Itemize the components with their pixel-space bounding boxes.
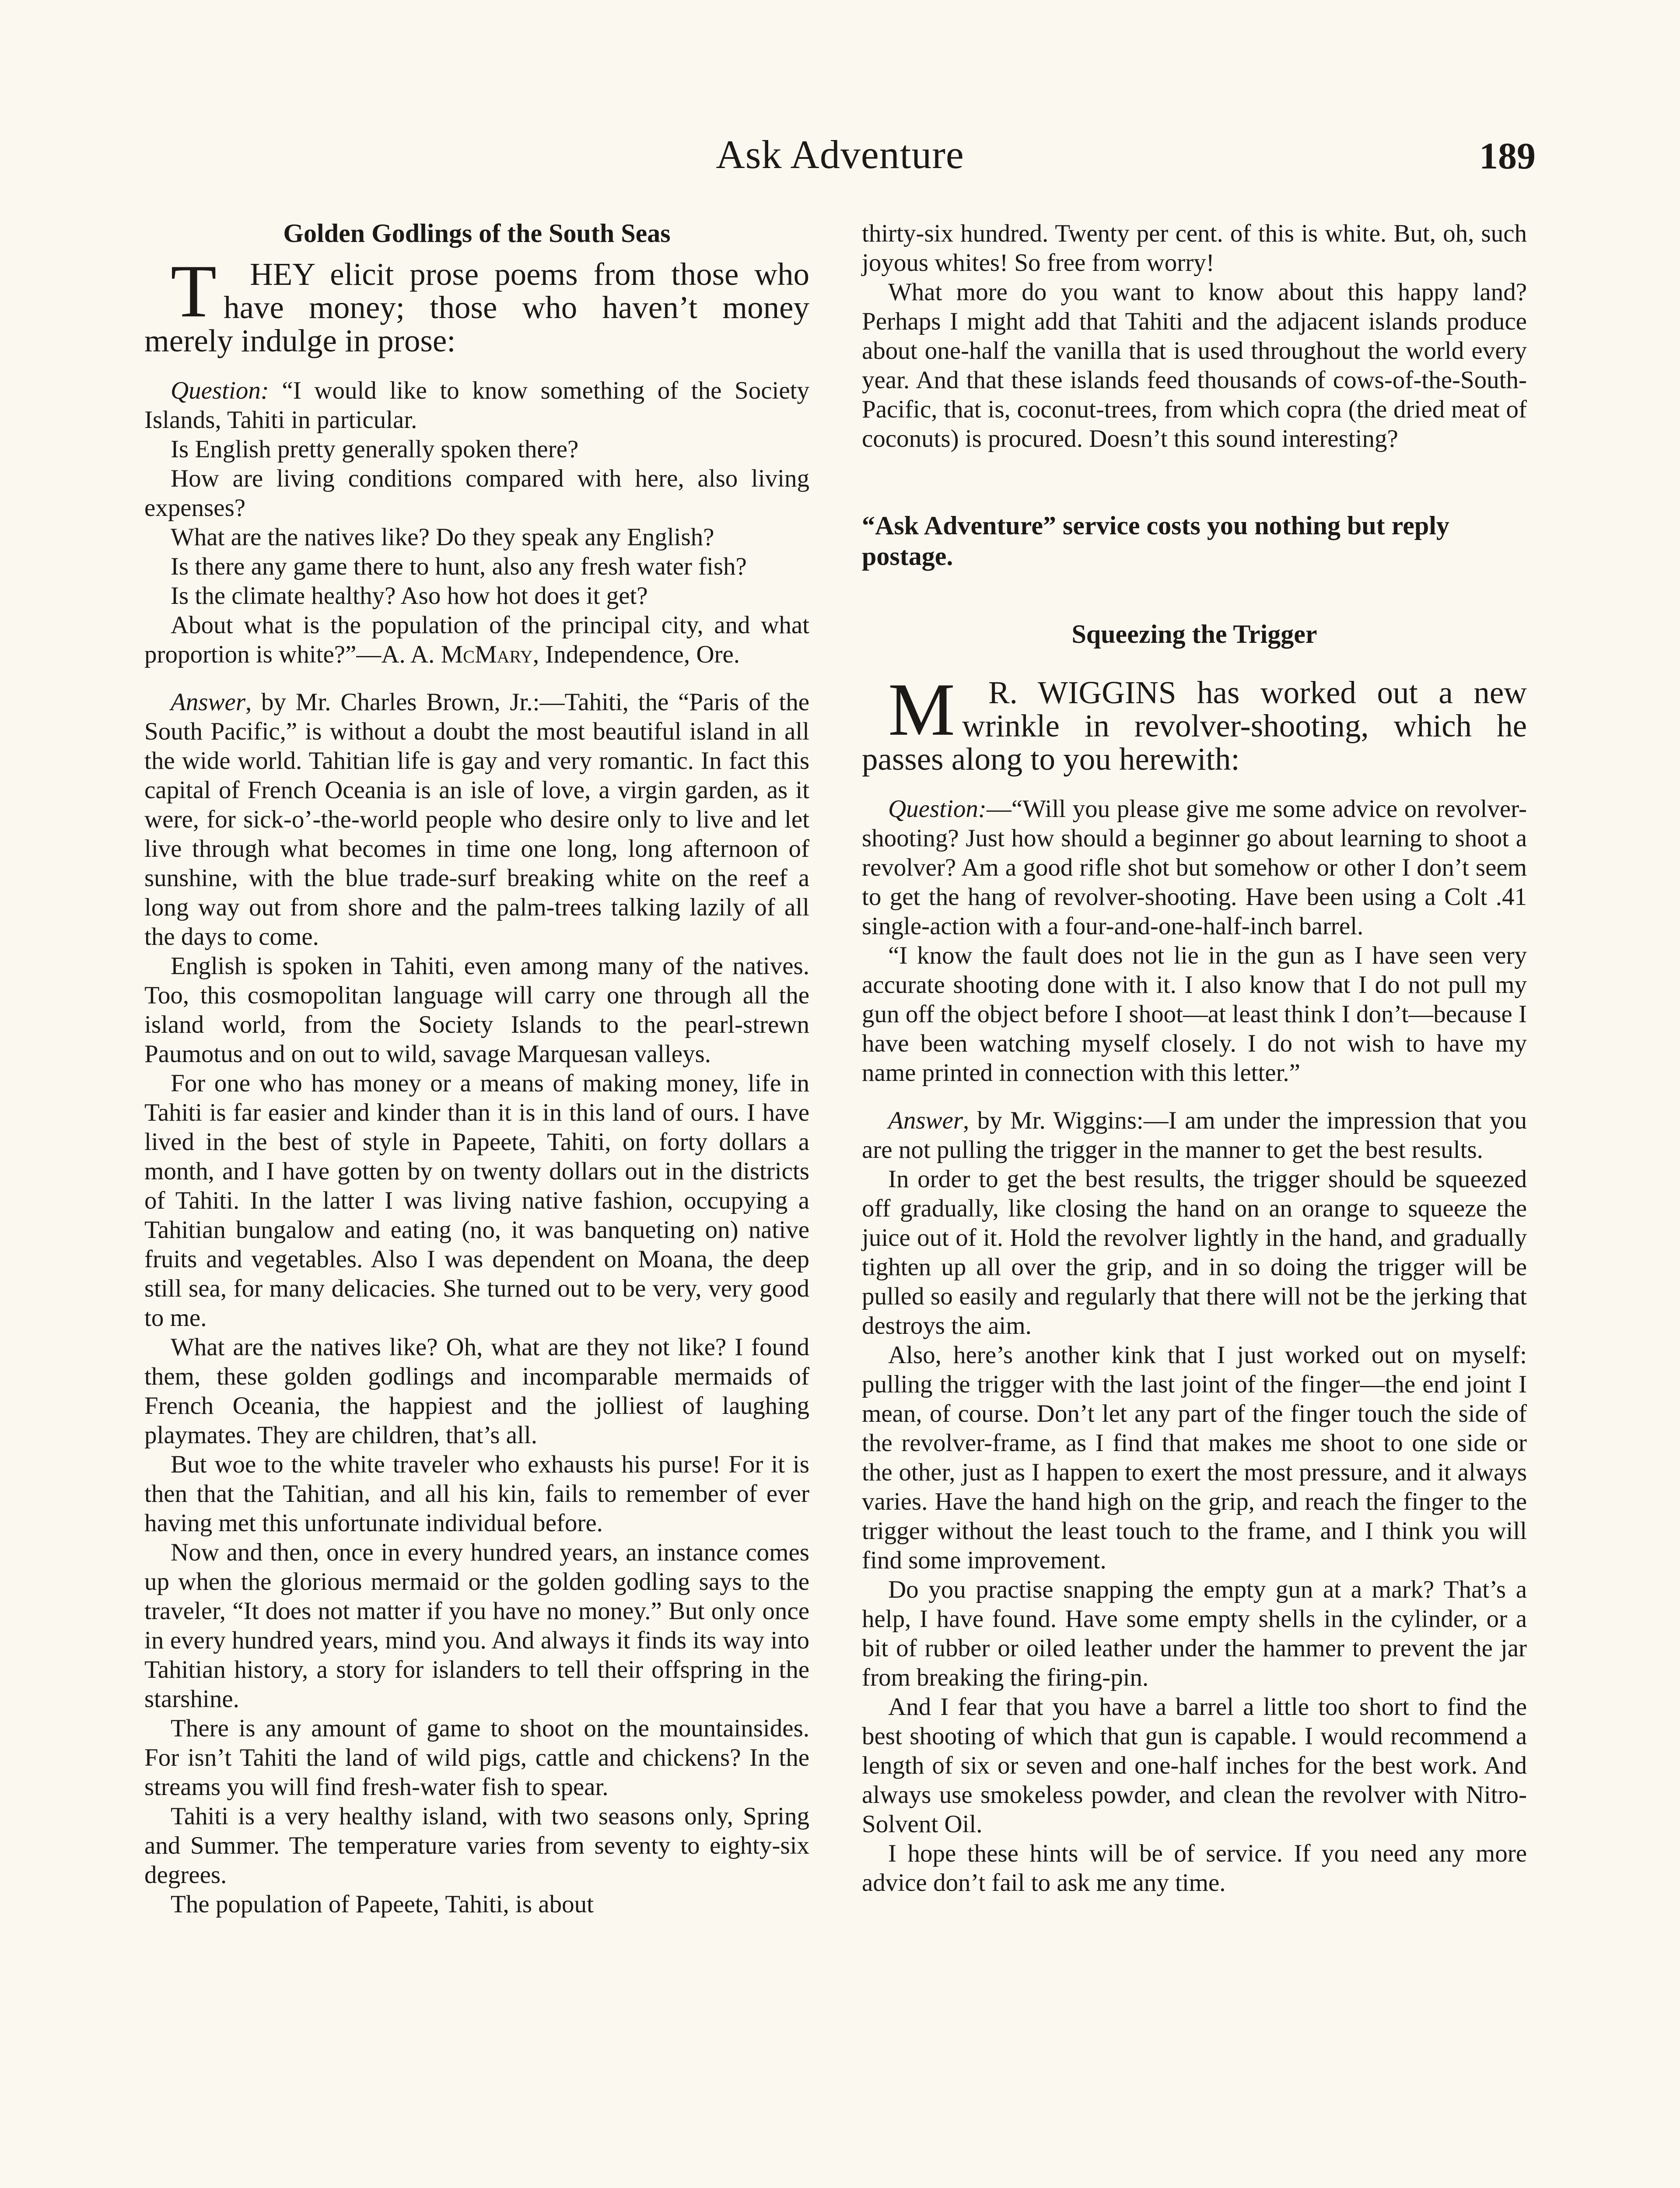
article-lede — [862, 668, 1527, 777]
question-line: Is there any game there to hunt, also any fresh water fish? — [171, 553, 747, 580]
body-paragraph: English is spoken in Tahiti, even among many of the natives. Too, this cosmopolitan language will carry one through all the island world, from the Society Islands to the pearl-strewn Paumotus and on out to wild, savage Marquesan valleys. — [144, 952, 809, 1068]
question-text: —“Will you please give me some advice on revolver-shooting? Just how should a beginner go about learning to shoot a revolver? Am a good rifle shot but somehow or other I don’t seem to get the hang of revolver-shooting. Have been using a Colt .41 single-action with a four-and-one-half-inch barrel. — [862, 795, 1527, 940]
running-head — [0, 123, 1680, 188]
question-line: Is English pretty generally spoken there? — [171, 435, 579, 463]
right-column — [862, 219, 1527, 1897]
answer-label: Answer — [888, 1107, 963, 1134]
page-number: 189 — [1479, 135, 1536, 177]
question-line — [144, 610, 809, 669]
continued-paragraph: What more do you want to know about this happy land? Perhaps I might add that Tahiti and the adjacent islands produce about one-half the vanilla that is used throughout the world every year. And that these islands feed thousands of cows-of-the-South-Pacific, that is, coconut-trees, from which copra (the dried meat of coconuts) is procured. Doesn’t this sound interesting? — [862, 278, 1527, 452]
question-line: How are living conditions compared with here, also living expenses? — [144, 465, 809, 522]
body-paragraph: In order to get the best results, the trigger should be squeezed off gradually, like closing the hand on an orange to squeeze the juice out of it. Hold the revolver lightly in the hand, and gradually tighten up all over the grip, and in so doing the trigger will be pulled so easily and regularly that there will not be the jerking that destroys the aim. — [862, 1165, 1527, 1339]
service-notice: “Ask Adventure” service costs you nothing but reply postage. — [862, 511, 1449, 571]
answer-text: , by Mr. Charles Brown, Jr.:—Tahiti, the “Paris of the South Pacific,” is without a doubt the most beautiful island in all the wide world. Tahitian life is gay and very romantic. In fact this capital of French Oceania is an isle of love, a virgin garden, as it were, for sick-o’-the-world people who desire only to live and let live through what becomes in time one long, long afternoon of sunshine, with the blue trade-surf breaking white on the reef a long way out from shore and the palm-trees talking lazily of all the days to come. — [144, 688, 809, 950]
body-paragraph: There is any amount of game to shoot on the mountainsides. For isn’t Tahiti the land of wild pigs, cattle and chickens? In the streams you will find fresh-water fish to spear. — [144, 1715, 809, 1801]
question-label: Question: — [171, 377, 269, 404]
answer-paragraph — [862, 1106, 1527, 1164]
body-paragraph: For one who has money or a means of making money, life in Tahiti is far easier and kinder than it is in this land of ours. I have lived in the best of style in Papeete, Tahiti, on forty dollars a month, and I have gotten by on twenty dollars out in the districts of Tahiti. In the latter I was living native fashion, occupying a Tahitian bungalow and eating (no, it was banqueting on) native fruits and vegetables. Also I was dependent on Moana, the deep still sea, for many delicacies. She turned out to be very, very good to me. — [144, 1069, 809, 1332]
body-paragraph: Also, here’s another kink that I just worked out on myself: pulling the trigger with the last joint of the finger—the end joint I mean, of course. Don’t let any part of the finger touch the side of the revolver-frame, as I find that makes me shoot to one side or the other, just as I happen to exert the most pressure, and it always varies. Have the hand high on the grip, and reach the finger to the trigger without the least touch to the frame, and I think you will find some improvement. — [862, 1341, 1527, 1574]
page-title: Ask Adventure — [716, 132, 964, 177]
question-last-text: About what is the population of the principal city, and what proportion is white?”—A. A. — [144, 611, 809, 668]
question-paragraph — [144, 376, 809, 435]
article-heading-golden-godlings: Golden Godlings of the South Seas — [283, 219, 671, 248]
body-paragraph: But woe to the white traveler who exhausts his purse! For it is then that the Tahitian, and all his kin, fails to remember of ever having met this unfortunate individual before. — [144, 1451, 809, 1537]
question-paragraph — [862, 794, 1527, 941]
answer-paragraph — [144, 687, 809, 951]
lede-text: HEY elicit prose poems from those who have money; those who haven’t money merely indulge in prose: — [144, 256, 809, 358]
lede-text: R. WIGGINS has worked out a new wrinkle in revolver-shooting, which he passes along to you herewith: — [862, 675, 1527, 777]
question-label: Question: — [888, 795, 987, 823]
answer-text: , by Mr. Wiggins:—I am under the impression that you are not pulling the trigger in the manner to get the best results. — [862, 1107, 1527, 1164]
body-paragraph: Tahiti is a very healthy island, with two seasons only, Spring and Summer. The temperature varies from seventy to eighty-six degrees. — [144, 1802, 809, 1889]
drop-cap: T — [171, 250, 217, 333]
question-text: “I would like to know something of the Society Islands, Tahiti in particular. — [144, 377, 809, 434]
body-paragraph: What are the natives like? Oh, what are they not like? I found them, these golden godlings and incomparable mermaids of French Oceania, the happiest and the jolliest of laughing playmates. They are children, that’s all. — [144, 1333, 809, 1449]
body-paragraph: And I fear that you have a barrel a little too short to find the best shooting of which that gun is capable. I would recommend a length of six or seven and one-half inches for the best work. And always use smokeless powder, and clean the revolver with Nitro-Solvent Oil. — [862, 1693, 1527, 1838]
drop-cap: M — [888, 668, 955, 751]
answer-label: Answer — [171, 688, 245, 716]
question-signature: McMary — [441, 641, 533, 668]
left-column — [144, 219, 809, 1919]
question-line: Is the climate healthy? Aso how hot does it get? — [171, 582, 648, 610]
body-paragraph: I hope these hints will be of service. If you need any more advice don’t fail to ask me any time. — [862, 1840, 1527, 1897]
body-paragraph: Now and then, once in every hundred years, an instance comes up when the glorious mermaid or the golden godling says to the traveler, “It does not matter if you have no money.” But only once in every hundred years, mind you. And always it finds its way into Tahitian history, a story for islanders to tell their offspring in the starshine. — [144, 1539, 809, 1713]
continued-paragraph: thirty-six hundred. Twenty per cent. of this is white. But, oh, such joyous whites! So free from worry! — [862, 220, 1527, 277]
article-heading-squeezing-trigger: Squeezing the Trigger — [1071, 620, 1317, 649]
body-paragraph: Do you practise snapping the empty gun at a mark? That’s a help, I have found. Have some empty shells in the cylinder, or a bit of rubber or oiled leather under the hammer to prevent the jar from breaking the firing-pin. — [862, 1576, 1527, 1691]
article-lede — [144, 250, 809, 358]
body-paragraph: The population of Papeete, Tahiti, is about — [171, 1890, 594, 1918]
question-paragraph-2: “I know the fault does not lie in the gun as I have seen very accurate shooting done with it. I also know that I do not pull my gun off the object before I shoot—at least think I don’t—because I have been watching myself closely. I do not wish to have my name printed in connection with this letter.” — [862, 942, 1527, 1087]
question-line: What are the natives like? Do they speak any English? — [171, 523, 714, 551]
question-place: , Independence, Ore. — [532, 641, 740, 668]
